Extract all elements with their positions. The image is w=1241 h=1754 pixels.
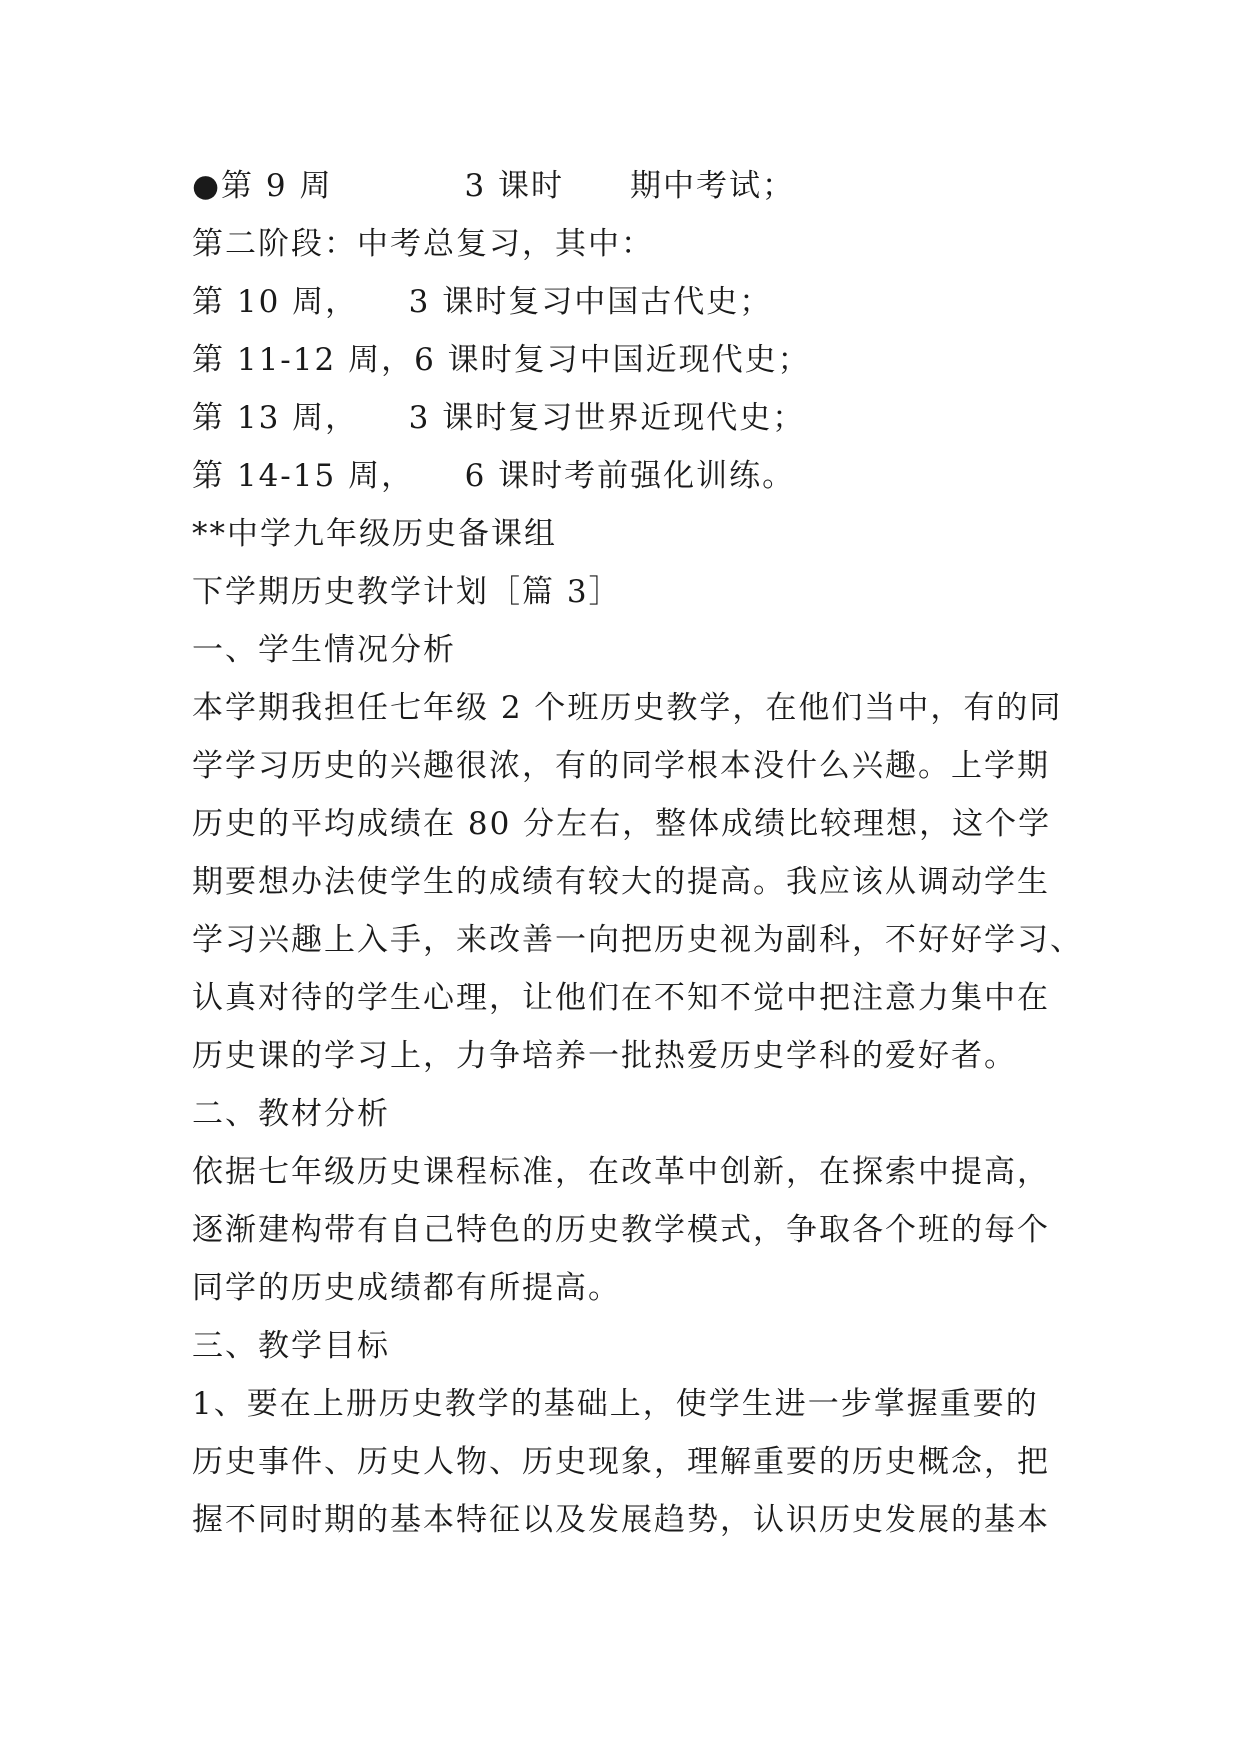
paragraph-line: 1、要在上册历史教学的基础上，使学生进一步掌握重要的: [192, 1386, 1039, 1422]
schedule-week-10: 第 10 周， 3 课时复习中国古代史；: [192, 284, 773, 320]
paragraph-line: 同学的历史成绩都有所提高。: [192, 1270, 621, 1306]
paragraph-line: 逐渐建构带有自己特色的历史教学模式，争取各个班的每个: [192, 1212, 1050, 1248]
paragraph-line: 期要想办法使学生的成绩有较大的提高。我应该从调动学生: [192, 864, 1050, 900]
author-group: **中学九年级历史备课组: [192, 516, 557, 552]
section-heading-textbook-analysis: 二、教材分析: [192, 1096, 390, 1132]
section-heading-student-analysis: 一、学生情况分析: [192, 632, 456, 668]
document-title: 下学期历史教学计划［篇 3］: [192, 574, 622, 610]
paragraph-line: 学学习历史的兴趣很浓，有的同学根本没什么兴趣。上学期: [192, 748, 1050, 784]
paragraph-line: 学习兴趣上入手，来改善一向把历史视为副科，不好好学习、: [192, 922, 1083, 958]
schedule-week-9: ●第 9 周 3 课时 期中考试；: [192, 168, 796, 204]
schedule-week-11-12: 第 11-12 周，6 课时复习中国近现代史；: [192, 342, 811, 378]
schedule-week-14-15: 第 14-15 周， 6 课时考前强化训练。: [192, 458, 796, 494]
paragraph-line: 依据七年级历史课程标准，在改革中创新，在探索中提高，: [192, 1154, 1050, 1190]
paragraph-line: 握不同时期的基本特征以及发展趋势，认识历史发展的基本: [192, 1502, 1050, 1538]
section-heading-teaching-goals: 三、教学目标: [192, 1328, 390, 1364]
paragraph-line: 历史事件、历史人物、历史现象，理解重要的历史概念，把: [192, 1444, 1050, 1480]
stage-two-heading: 第二阶段：中考总复习，其中：: [192, 226, 654, 262]
schedule-week-13: 第 13 周， 3 课时复习世界近现代史；: [192, 400, 806, 436]
paragraph-line: 历史课的学习上，力争培养一批热爱历史学科的爱好者。: [192, 1038, 1017, 1074]
paragraph-line: 认真对待的学生心理，让他们在不知不觉中把注意力集中在: [192, 980, 1050, 1016]
paragraph-line: 历史的平均成绩在 80 分左右，整体成绩比较理想，这个学: [192, 806, 1052, 842]
paragraph-line: 本学期我担任七年级 2 个班历史教学，在他们当中，有的同: [192, 690, 1063, 726]
